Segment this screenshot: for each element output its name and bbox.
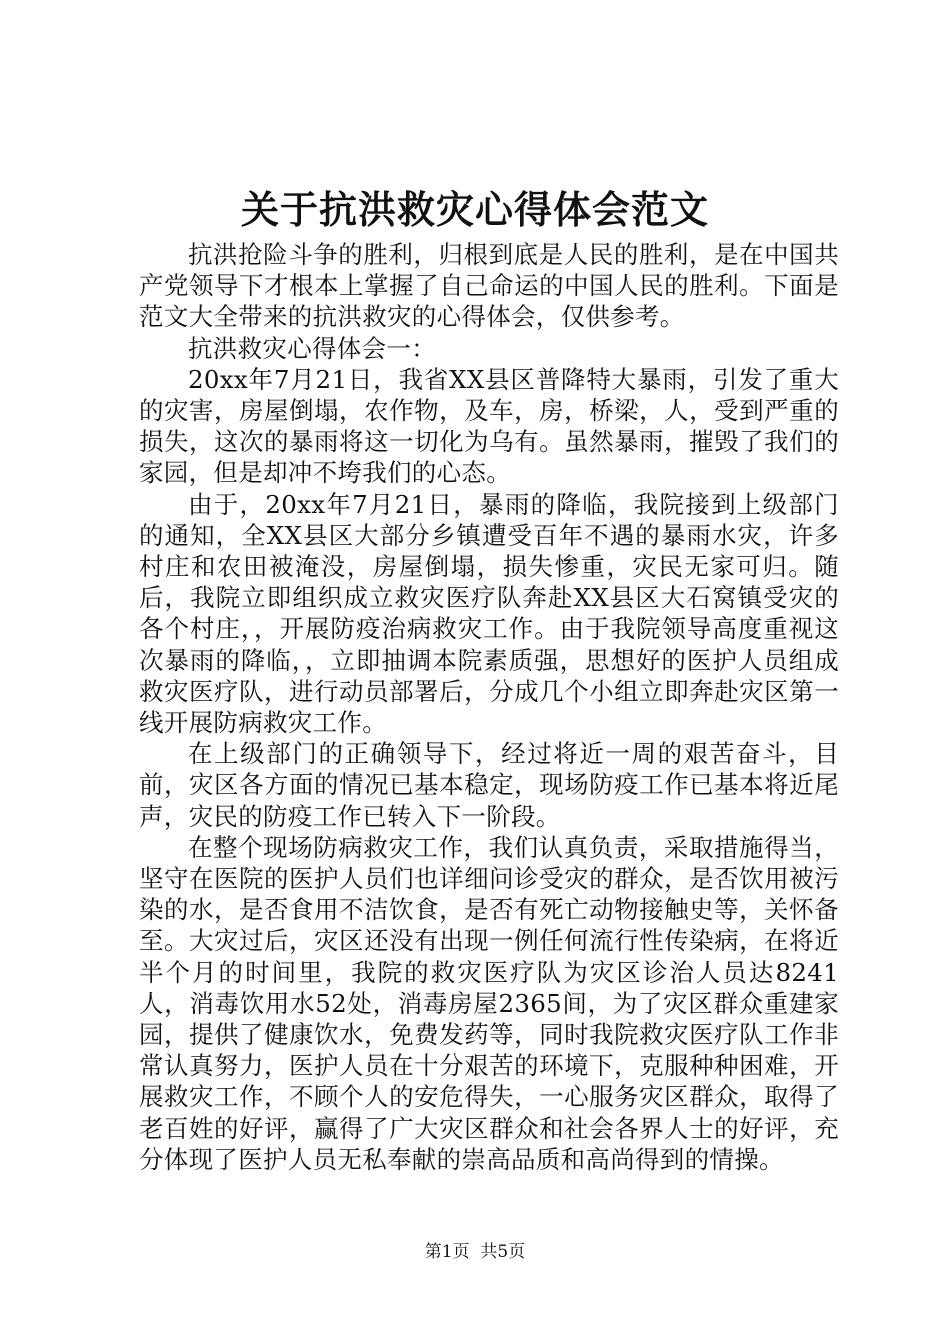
paragraph-intro: 抗洪抢险斗争的胜利，归根到底是人民的胜利，是在中国共产党领导下才根本上掌握了自己命运的中国人民的胜利。下面是范文大全带来的抗洪救灾的心得体会，仅供参考。 <box>139 240 839 332</box>
paragraph-progress: 在上级部门的正确领导下，经过将近一周的艰苦奋斗，目前，灾区各方面的情况已基本稳定，现场防疫工作已基本将近尾声，灾民的防疫工作已转入下一阶段。 <box>139 739 839 831</box>
page-footer <box>0 1240 950 1264</box>
paragraph-heading: 抗洪救灾心得体会一： <box>188 333 436 363</box>
document-body <box>139 239 839 1175</box>
paragraph-disaster: 20xx年7月21日，我省XX县区普降特大暴雨，引发了重大的灾害，房屋倒塌，农作物，及车，房，桥梁，人，受到严重的损失，这次的暴雨将这一切化为乌有。虽然暴雨，摧毁了我们的家园，但是却冲不垮我们的心态。 <box>139 364 839 488</box>
paragraph-results: 在整个现场防病救灾工作，我们认真负责，采取措施得当，坚守在医院的医护人员们也详细问诊受灾的群众，是否饮用被污染的水，是否食用不洁饮食，是否有死亡动物接触史等，关怀备至。大灾过后，灾区还没有出现一例任何流行性传染病，在将近半个月的时间里，我院的救灾医疗队为灾区诊治人员达8241人，消毒饮用水52处，消毒房屋2365间，为了灾区群众重建家园，提供了健康饮水，免费发药等，同时我院救灾医疗队工作非常认真努力，医护人员在十分艰苦的环境下，克服种种困难，开展救灾工作，不顾个人的安危得失，一心服务灾区群众，取得了老百姓的好评，赢得了广大灾区群众和社会各界人士的好评，充分体现了医护人员无私奉献的崇高品质和高尚得到的情操。 <box>139 832 839 1174</box>
page-total: 共5页 <box>480 1242 526 1262</box>
paragraph-response: 由于，20xx年7月21日，暴雨的降临，我院接到上级部门的通知，全XX县区大部分乡镇遭受百年不遇的暴雨水灾，许多村庄和农田被淹没，房屋倒塌，损失惨重，灾民无家可归。随后，我院立即组织成立救灾医疗队奔赴XX县区大石窝镇受灾的各个村庄，，开展防疫治病救灾工作。由于我院领导高度重视这次暴雨的降临，，立即抽调本院素质强，思想好的医护人员组成救灾医疗队，进行动员部署后，分成几个小组立即奔赴灾区第一线开展防病救灾工作。 <box>139 489 839 738</box>
page-number: 第1页 <box>424 1242 470 1262</box>
document-title: 关于抗洪救灾心得体会范文 <box>240 187 709 232</box>
